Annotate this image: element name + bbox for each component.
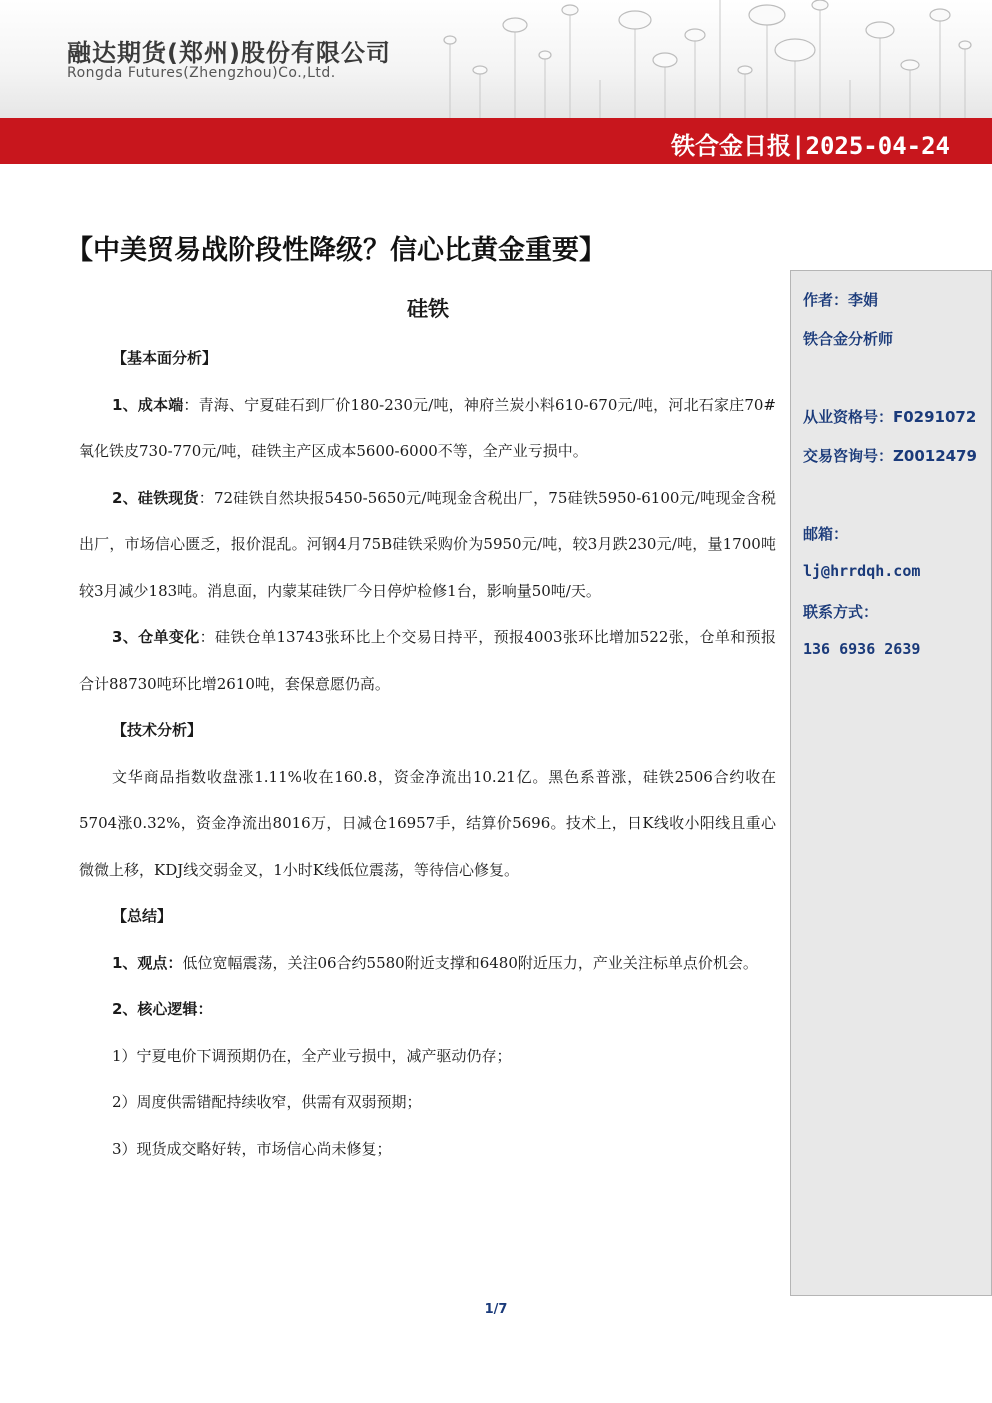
item-label: 3、仓单变化 bbox=[112, 628, 200, 646]
section-heading-technical: 【技术分析】 bbox=[112, 721, 203, 739]
fundamentals-item bbox=[79, 475, 776, 615]
license-number: 从业资格号：F0291072 bbox=[803, 408, 977, 426]
report-title-bar bbox=[0, 118, 992, 164]
item-text: 72硅铁自然块报5450-5650元/吨现金含税出厂，75硅铁5950-6100元/吨现金含税出厂，市场信心匮乏，报价混乱。河钢4月75B硅铁采购价为5950元/吨，较3月跌230元/吨，量1700吨较3月减少183吨。消息面，内蒙某硅铁厂今日停炉检修1台，影响量50吨/天。 bbox=[79, 488, 776, 600]
logic-item: 2）周度供需错配持续收窄，供需有双弱预期； bbox=[112, 1093, 422, 1111]
report-title: 铁合金日报|2025-04-24 bbox=[671, 132, 950, 160]
fundamentals-item bbox=[79, 382, 776, 475]
view-label: 1、观点： bbox=[112, 953, 183, 972]
company-name-cn: 融达期货(郑州)股份有限公司 bbox=[67, 39, 391, 67]
decorative-bubbles-graphic bbox=[420, 0, 992, 118]
consult-number: 交易咨询号：Z0012479 bbox=[803, 447, 977, 465]
article-subject: 硅铁 bbox=[407, 297, 449, 321]
item-label: 2、硅铁现货 bbox=[112, 488, 199, 507]
article-body bbox=[79, 335, 776, 1172]
logic-item: 1）宁夏电价下调预期仍在，全产业亏损中，减产驱动仍存； bbox=[112, 1046, 512, 1065]
article-title: 【中美贸易战阶段性降级？信心比黄金重要】 bbox=[66, 235, 606, 266]
section-heading-summary: 【总结】 bbox=[112, 907, 173, 925]
phone-number: 136 6936 2639 bbox=[803, 640, 921, 658]
author-sidebar bbox=[790, 270, 992, 1296]
item-separator: ： bbox=[199, 628, 216, 646]
author-name: 作者：李娟 bbox=[803, 291, 879, 309]
view-text: 低位宽幅震荡，关注06合约5580附近支撑和6480附近压力，产业关注标单点价机会。 bbox=[182, 953, 758, 972]
section-heading-fundamentals: 【基本面分析】 bbox=[112, 349, 218, 367]
company-name-en: Rongda Futures(Zhengzhou)Co.,Ltd. bbox=[67, 65, 336, 81]
email-label: 邮箱： bbox=[803, 525, 849, 543]
logic-label: 2、核心逻辑： bbox=[112, 1000, 213, 1018]
contact-label: 联系方式： bbox=[803, 603, 879, 621]
fundamentals-item bbox=[79, 614, 776, 707]
item-separator: ： bbox=[198, 488, 214, 507]
item-label: 1、成本端 bbox=[112, 395, 184, 414]
summary-view bbox=[79, 940, 776, 987]
logic-item: 3）现货成交略好转，市场信心尚未修复； bbox=[112, 1139, 392, 1158]
item-text: 青海、宁夏硅石到厂价180-230元/吨，神府兰炭小料610-670元/吨，河北石家庄70#氧化铁皮730-770元/吨，硅铁主产区成本5600-6000不等，全产业亏损中。 bbox=[79, 395, 776, 460]
item-text: 硅铁仓单13743张环比上个交易日持平，预报4003张环比增加522张，仓单和预报合计88730吨环比增2610吨，套保意愿仍高。 bbox=[79, 628, 776, 693]
author-role: 铁合金分析师 bbox=[803, 330, 894, 348]
technical-text: 文华商品指数收盘涨1.11%收在160.8，资金净流出10.21亿。黑色系普涨，硅铁2506合约收在5704涨0.32%，资金净流出8016万，日减仓16957手，结算价5696。技术上，日K线收小阳线且重心微微上移，KDJ线交弱金叉，1小时K线低位震荡，等待信心修复。 bbox=[79, 767, 776, 879]
item-separator: ： bbox=[183, 395, 199, 414]
page-number: 1/7 bbox=[484, 1302, 508, 1317]
email-link[interactable]: lj@hrrdqh.com bbox=[803, 562, 921, 580]
page-header bbox=[0, 0, 992, 118]
